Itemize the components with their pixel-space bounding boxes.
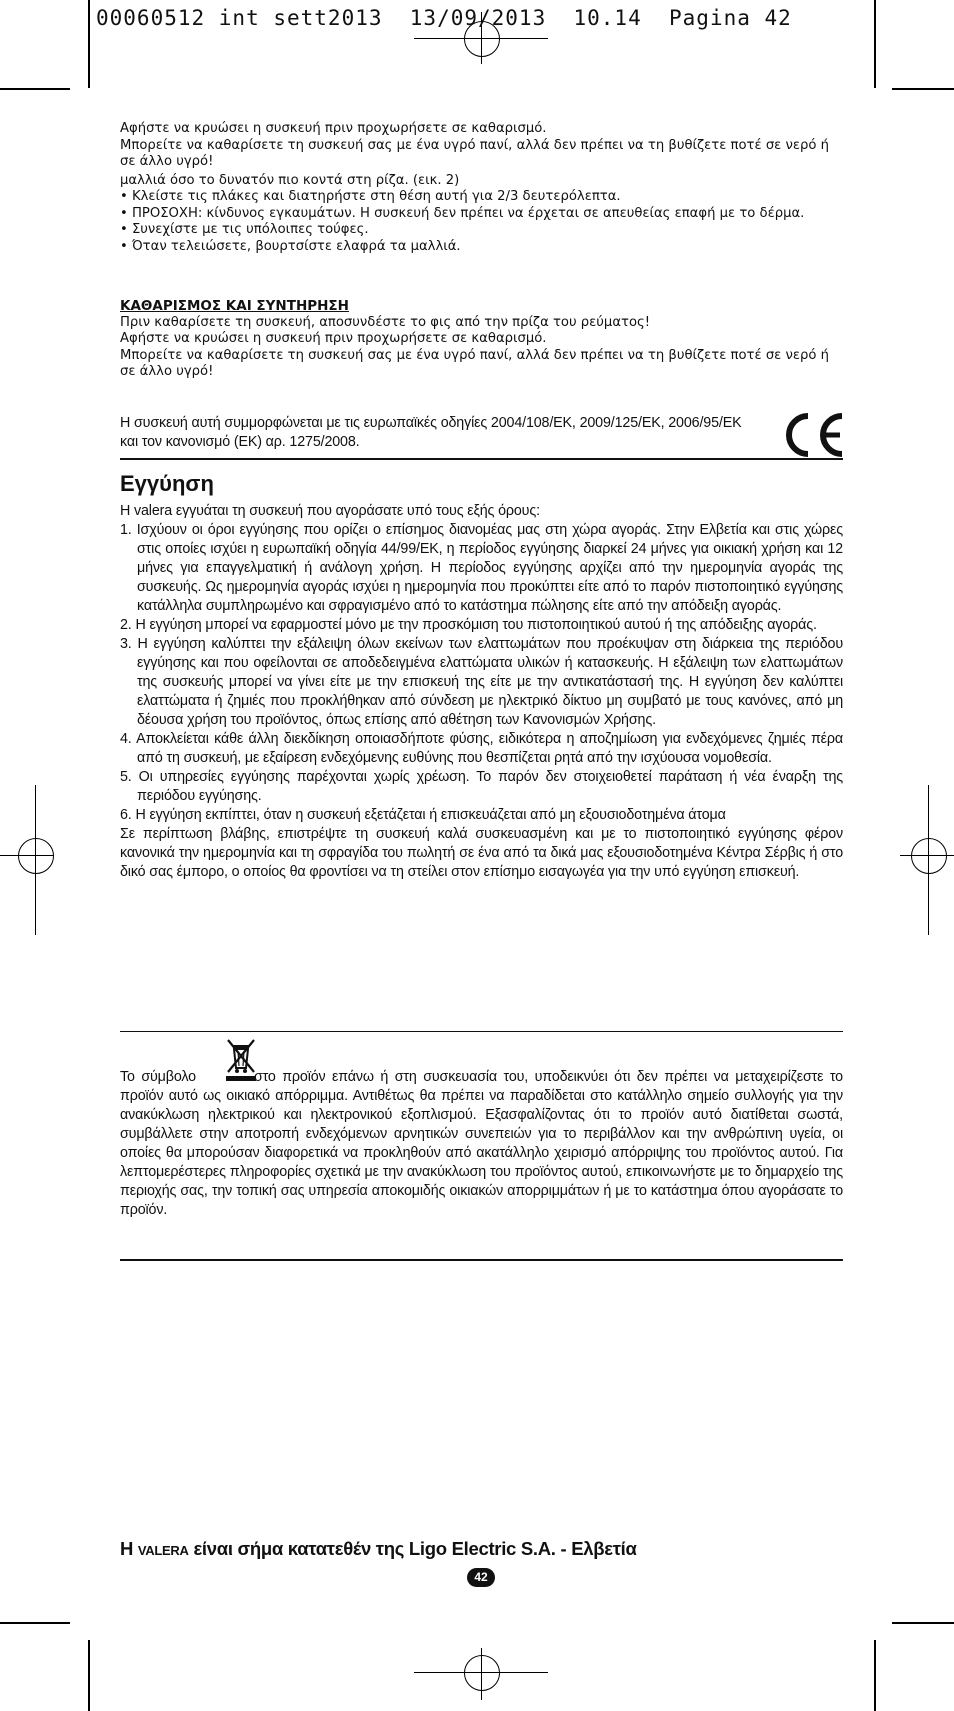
section-divider — [120, 1031, 843, 1032]
conformity-text: Η συσκευή αυτή συμμορφώνεται με τις ευρωπαϊκές οδηγίες 2004/108/ΕΚ, 2009/125/ΕΚ, 2006/95/ΕΚ και τον κανονισμό (ΕΚ) αρ. 1275/2008. — [120, 415, 742, 450]
crop-mark — [892, 1622, 954, 1624]
note-line: • Όταν τελειώσετε, βουρτσίστε ελαφρά τα μαλλιά. — [120, 238, 461, 254]
usage-notes — [120, 121, 840, 255]
cleaning-line: Αφήστε να κρυώσει η συσκευή πριν προχωρήσετε σε καθαρισμό. — [120, 331, 547, 346]
trademark-footer — [120, 1538, 637, 1560]
warranty-term: 3. Η εγγύηση καλύπτει την εξάλειψη όλων εκείνων των ελαττωμάτων που προέκυψαν στη διάρκεια της περιόδου εγγύησης και που οφείλονται σε αποδεδειγμένα ελαττώματα υλικών ή κατασκευής. Η εξάλειψη των ελαττωμάτων της συσκευής μπορεί να γίνει είτε με την επισκευή της είτε με την αντικατάστασή της. Η εγγύηση δεν καλύπτει ελαττώματα ή ζημιές που προκλήθηκαν από σύνδεση με ηλεκτρικό δίκτυο μη συμβατό με τους κανόνες, από μη δέουσα χρήση του προϊόντος, όπως επίσης από αθέτηση των Κανονισμών Χρήσης. — [120, 636, 843, 728]
note-line: • Συνεχίστε με τις υπόλοιπες τούφες. — [120, 222, 369, 237]
print-header: 00060512 int sett2013 13/09/2013 10.14 Pagina 42 — [96, 6, 792, 30]
warranty-section — [120, 502, 843, 882]
warranty-term: 4. Αποκλείεται κάθε άλλη διεκδίκηση οποιασδήποτε φύσης, ειδικότερα η αποζημίωση για ενδεχόμενες ζημιές πέρα από τη συσκευή, με εξαίρεση ενδεχόμενης ευθύνης που θεσπίζεται ρητά από την ισχύουσα νομοθεσία. — [120, 731, 843, 766]
note-line: μαλλιά όσο το δυνατόν πιο κοντά στη ρίζα. (εικ. 2) — [120, 172, 460, 188]
section-divider — [120, 458, 843, 460]
crop-mark — [874, 0, 876, 88]
warranty-term: 1. Ισχύουν οι όροι εγγύησης που ορίζει ο επίσημος διανομέας μας στη χώρα αγοράς. Στην Ελβετία και στις χώρες στις οποίες ισχύει η ευρωπαϊκή οδηγία 44/99/ΕΚ, η περίοδος εγγύησης διαρκεί 24 μήνες για οικιακή χρήση και 12 μήνες για επαγγελματική ή ανάλογη χρήση. Η περίοδος εγγύησης αρχίζει από την ημερομηνία αγοράς της συσκευής. Ως ημερομηνία αγοράς ισχύει η ημερομηνία που προκύπτει είτε από το παρόν πιστοποιητικό εγγύησης κατάλληλα συμπληρωμένο και σφραγισμένο από το κατάστημα πώλησης είτε από την απόδειξη αγοράς. — [120, 522, 843, 614]
cleaning-heading: ΚΑΘΑΡΙΣΜΟΣ ΚΑΙ ΣΥΝΤΗΡΗΣΗ — [120, 298, 349, 314]
disposal-prefix: Το σύμβολο — [120, 1069, 196, 1085]
footer-rest: είναι σήμα κατατεθέν της Ligo Electric S.A. - Ελβετία — [193, 1538, 637, 1559]
registration-mark — [18, 838, 54, 874]
note-line: Μπορείτε να καθαρίσετε τη συσκευή σας με ένα υγρό πανί, αλλά δεν πρέπει να τη βυθίζετε ποτέ σε νερό ή σε άλλο υγρό! — [120, 137, 829, 169]
page-number-badge: 42 — [467, 1568, 495, 1587]
warranty-term: 5. Οι υπηρεσίες εγγύησης παρέχονται χωρίς χρέωση. Το παρόν δεν στοιχειοθετεί παράταση ή νέα έναρξη της περιόδου εγγύησης. — [120, 769, 843, 804]
warranty-term: 2. Η εγγύηση μπορεί να εφαρμοστεί μόνο με την προσκόμιση του πιστοποιητικού αυτού ή της απόδειξης αγοράς. — [120, 617, 817, 633]
note-line: • Κλείστε τις πλάκες και διατηρήστε στη θέση αυτή για 2/3 δευτερόλεπτα. — [120, 189, 621, 204]
disposal-notice — [120, 1068, 843, 1220]
disposal-paragraph — [120, 1068, 843, 1220]
warranty-intro: Η valera εγγυάται τη συσκευή που αγοράσατε υπό τους εξής όρους: — [120, 503, 540, 519]
crop-mark — [0, 1622, 70, 1624]
footer-brand: VALERA — [137, 1543, 189, 1558]
crop-mark — [892, 88, 954, 90]
crop-mark — [88, 1640, 90, 1711]
conformity-statement — [120, 414, 760, 452]
warranty-term: 6. Η εγγύηση εκπίπτει, όταν η συσκευή εξετάζεται ή επισκευάζεται από μη εξουσιοδοτημένα άτομα — [120, 807, 726, 823]
note-line: • ΠΡΟΣΟΧΗ: κίνδυνος εγκαυμάτων. Η συσκευή δεν πρέπει να έρχεται σε απευθείας επαφή με το δέρμα. — [120, 205, 805, 221]
registration-mark — [464, 1655, 500, 1691]
warranty-repair: Σε περίπτωση βλάβης, επιστρέψτε τη συσκευή καλά συσκευασμένη και με το πιστοποιητικό εγγύησης φέρον κανονικά την ημερομηνία και τη σφραγίδα του πωλητή σε ένα από τα δικά μας εξουσιοδοτημένα Κέντρα Σέρβις ή στο δικό σας έμπορο, ο οποίος θα φροντίσει να τη στείλει στον επίσημο εισαγωγέα για την υπό εγγύηση επισκευή. — [120, 826, 843, 880]
cleaning-line: Πριν καθαρίσετε τη συσκευή, αποσυνδέστε το φις από την πρίζα του ρεύματος! — [120, 314, 651, 330]
warranty-title: Εγγύηση — [120, 471, 214, 496]
cleaning-line: Μπορείτε να καθαρίσετε τη συσκευή σας με ένα υγρό πανί, αλλά δεν πρέπει να τη βυθίζετε ποτέ σε νερό ή σε άλλο υγρό! — [120, 347, 829, 379]
crop-mark — [0, 88, 70, 90]
ce-mark-icon — [780, 412, 846, 463]
crop-mark — [874, 1640, 876, 1711]
registration-mark — [911, 838, 947, 874]
note-line: Αφήστε να κρυώσει η συσκευή πριν προχωρήσετε σε καθαρισμό. — [120, 121, 547, 136]
footer-prefix: Η — [120, 1538, 134, 1559]
disposal-text: στο προϊόν επάνω ή στη συσκευασία του, υποδεικνύει ότι δεν πρέπει να μεταχειρίζεστε το προϊόν αυτό ως οικιακό απόρριμμα. Αντιθέτως θα πρέπει να παραδίδεται στο κατάλληλο σημείο συλλογής για την ανακύκλωση ηλεκτρικού και ηλεκτρονικού εξοπλισμού. Εξασφαλίζοντας ότι το προϊόν αυτό διατίθεται σωστά, συμβάλλετε στην αποτροπή ενδεχόμενων αρνητικών συνεπειών για το περιβάλλον και την ανθρώπινη υγεία, οι οποίες θα μπορούσαν διαφορετικά να προκληθούν από ακατάλληλο χειρισμό απόρριψης του προϊόντος αυτού. Για λεπτομερέστερες πληροφορίες σχετικά με την ανακύκλωση του προϊόντος αυτού, επικοινωνήστε με το δημαρχείο της περιοχής σας, την τοπική σας υπηρεσία αποκομιδής οικιακών απορριμμάτων ή με το κατάστημα όπου αγοράσατε το προϊόν. — [120, 1069, 843, 1218]
crop-mark — [88, 0, 90, 88]
section-divider — [120, 1259, 843, 1261]
cleaning-section — [120, 298, 840, 381]
